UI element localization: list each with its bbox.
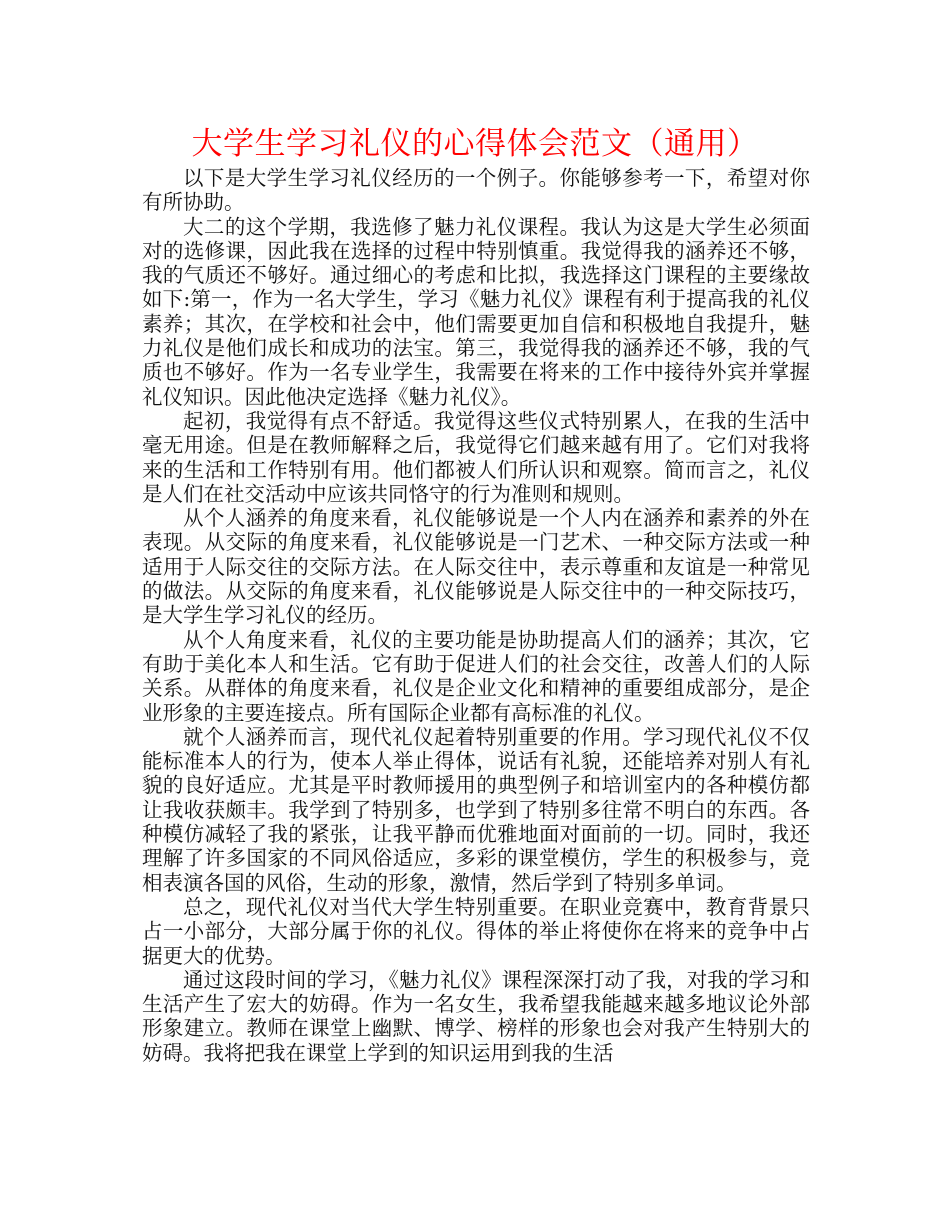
document-body <box>142 166 810 1065</box>
paragraph: 以下是大学生学习礼仪经历的一个例子。你能够参考一下，希望对你有所协助。 <box>142 166 810 215</box>
document-title: 大学生学习礼仪的心得体会范文（通用） <box>191 126 759 162</box>
paragraph: 总之，现代礼仪对当代大学生特别重要。在职业竞赛中，教育背景只占一小部分，大部分属于你的礼仪。得体的举止将使你在将来的竞争中占据更大的优势。 <box>142 894 810 968</box>
paragraph: 起初，我觉得有点不舒适。我觉得这些仪式特别累人，在我的生活中毫无用途。但是在教师解释之后，我觉得它们越来越有用了。它们对我将来的生活和工作特别有用。他们都被人们所认识和观察。简而言之，礼仪是人们在社交活动中应该共同恪守的行为准则和规则。 <box>142 408 810 506</box>
paragraph: 从个人涵养的角度来看，礼仪能够说是一个人内在涵养和素养的外在表现。从交际的角度来看，礼仪能够说是一门艺术、一种交际方法或一种适用于人际交往的交际方法。在人际交往中，表示尊重和友谊是一种常见的做法。从交际的角度来看，礼仪能够说是人际交往中的一种交际技巧，是大学生学习礼仪的经历。 <box>142 506 810 628</box>
paragraph: 大二的这个学期，我选修了魅力礼仪课程。我认为这是大学生必须面对的选修课，因此我在选择的过程中特别慎重。我觉得我的涵养还不够，我的气质还不够好。通过细心的考虑和比拟，我选择这门课程的主要缘故如下:第一，作为一名大学生，学习《魅力礼仪》课程有利于提高我的礼仪素养；其次，在学校和社会中，他们需要更加自信和积极地自我提升，魅力礼仪是他们成长和成功的法宝。第三，我觉得我的涵养还不够，我的气质也不够好。作为一名专业学生，我需要在将来的工作中接待外宾并掌握礼仪知识。因此他决定选择《魅力礼仪》。 <box>142 214 810 409</box>
paragraph: 就个人涵养而言，现代礼仪起着特别重要的作用。学习现代礼仪不仅能标准本人的行为，使本人举止得体，说话有礼貌，还能培养对别人有礼貌的良好适应。尤其是平时教师援用的典型例子和培训室内的各种模仿都让我收获颇丰。我学到了特别多，也学到了特别多往常不明白的东西。各种模仿减轻了我的紧张，让我平静而优雅地面对面前的一切。同时，我还理解了许多国家的不同风俗适应，多彩的课堂模仿，学生的积极参与，竞相表演各国的风俗，生动的形象，激情，然后学到了特别多单词。 <box>142 724 810 895</box>
paragraph: 通过这段时间的学习，《魅力礼仪》课程深深打动了我，对我的学习和生活产生了宏大的妨碍。作为一名女生，我希望我能越来越多地议论外部形象建立。教师在课堂上幽默、博学、榜样的形象也会对我产生特别大的妨碍。我将把我在课堂上学到的知识运用到我的生活 <box>142 967 810 1065</box>
paragraph: 从个人角度来看，礼仪的主要功能是协助提高人们的涵养；其次，它有助于美化本人和生活。它有助于促进人们的社会交往，改善人们的人际关系。从群体的角度来看，礼仪是企业文化和精神的重要组成部分，是企业形象的主要连接点。所有国际企业都有高标准的礼仪。 <box>142 627 810 725</box>
